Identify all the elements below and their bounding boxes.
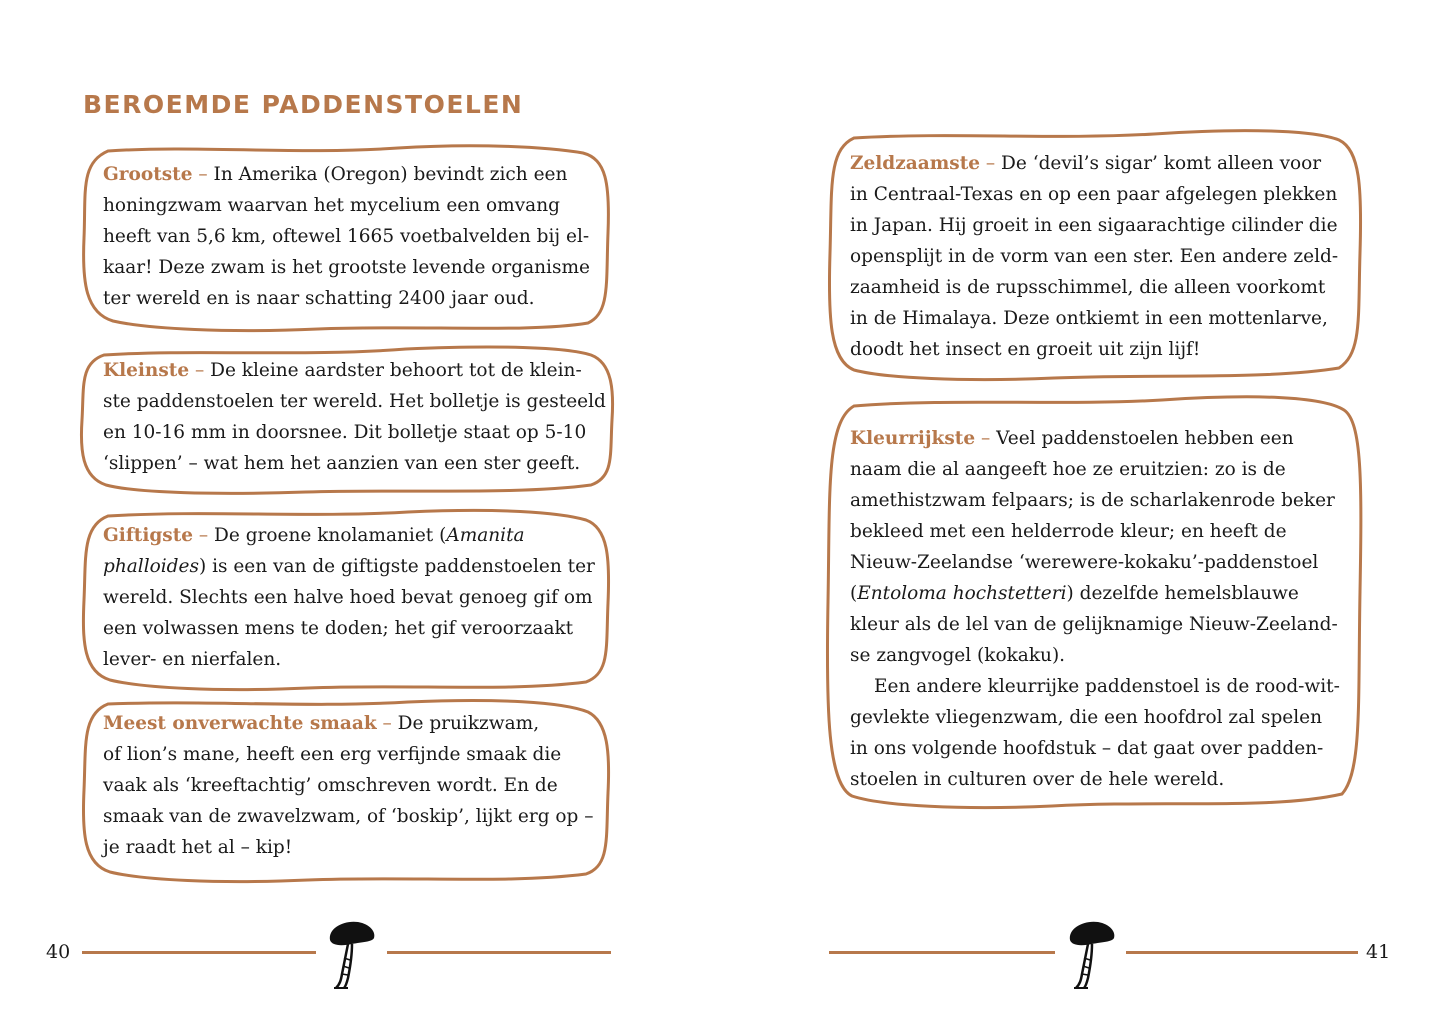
box-label: Kleinste bbox=[103, 360, 190, 381]
mushroom-icon bbox=[1062, 918, 1118, 990]
fact-box-grootste: Grootste – In Amerika (Oregon) bevindt zich een honingzwam waarvan het mycelium een omvang heeft van 5,6 km, oftewel 1665 voetbalvelden bij el- kaar! Deze zwam is het grootste levende organisme ter wereld en is naar schatting 2400 jaar oud. bbox=[78, 143, 612, 331]
page-number-right: 41 bbox=[1366, 941, 1391, 963]
fact-box-giftigste: Giftigste – De groene knolamaniet (Amanita phalloides) is een van de giftigste paddenstoelen ter wereld. Slechts een halve hoed bevat genoeg gif om een volwassen mens te doden; het gif veroorzaakt lever- en nierfalen. bbox=[78, 508, 612, 690]
fact-box-kleurrijkste: Kleurrijkste – Veel paddenstoelen hebben een naam die al aangeeft hoe ze eruitzien: zo is de amethistzwam felpaars; is de scharlakenrode beker bekleed met een helderrode kleur; en heeft de Nieuw-Zeelandse ‘werewere-kokaku’-paddenstoel (Entoloma hochstetteri) dezelfde hemelsblauwe kleur als de lel van de gelijknamige Nieuw-Zeeland- se zangvogel (kokaku). Een andere kleurrijke paddenstoel is de rood-wit- gevlekte vliegenzwam, die een hoofdrol zal spelen in ons volgende hoofdstuk – dat gaat over padden- stoelen in culturen over de hele wereld. bbox=[822, 392, 1366, 812]
page-number-left: 40 bbox=[46, 941, 71, 963]
box-label: Zeldzaamste bbox=[850, 153, 981, 174]
box-label: Giftigste bbox=[103, 525, 194, 546]
fact-box-zeldzaamste: Zeldzaamste – De ‘devil’s sigar’ komt alleen voor in Centraal-Texas en op een paar afgelegen plekken in Japan. Hij groeit in een sigaarachtige cilinder die opensplijt in de vorm van een ster. Een andere zeld- zaamheid is de rupsschimmel, die alleen voorkomt in de Himalaya. Deze ontkiemt in een mottenlarve, doodt het insect en groeit uit zijn lijf! bbox=[824, 128, 1364, 382]
footer-rule bbox=[82, 951, 316, 954]
fact-box-kleinste: Kleinste – De kleine aardster behoort tot de klein- ste paddenstoelen ter wereld. Het bolletje is gesteeld en 10-16 mm in doorsnee. Dit bolletje staat op 5-10 ‘slippen’ – wat hem het aanzien van een ster geeft. bbox=[76, 345, 616, 495]
footer-rule bbox=[387, 951, 611, 954]
box-label: Meest onverwachte smaak bbox=[103, 713, 377, 734]
page-heading: BEROEMDE PADDENSTOELEN bbox=[83, 90, 524, 119]
footer-rule bbox=[1126, 951, 1358, 954]
mushroom-icon bbox=[322, 918, 378, 990]
box-label: Grootste bbox=[103, 164, 193, 185]
footer-rule bbox=[829, 951, 1055, 954]
fact-box-meest-onverwachte-smaak: Meest onverwachte smaak – De pruikzwam, of lion’s mane, heeft een erg verfijnde smaak die vaak als ‘kreeftachtig’ omschreven wordt. En de smaak van de zwavelzwam, of ‘boskip’, lijkt erg op – je raadt het al – kip! bbox=[78, 698, 612, 882]
box-label: Kleurrijkste bbox=[850, 428, 976, 449]
